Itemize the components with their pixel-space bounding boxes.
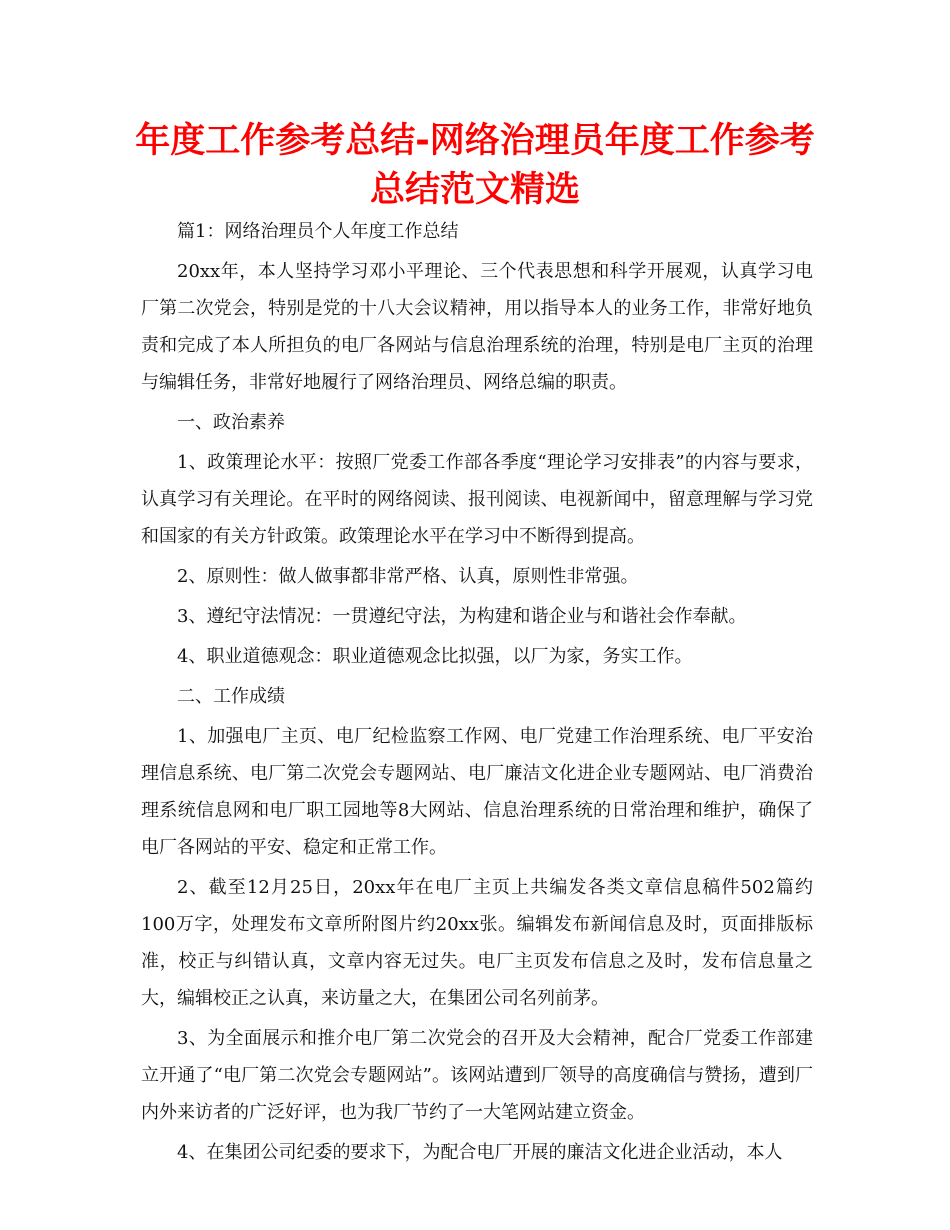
- paragraph-achievement-2: 2、截至12月25日，20xx年在电厂主页上共编发各类文章信息稿件502篇约100万字，处理发布文章所附图片约20xx张。编辑发布新闻信息及时，页面排版标准，校正与纠错认真，文章内容无过失。电厂主页发布信息之及时，发布信息量之大，编辑校正之认真，来访量之大，在集团公司名列前茅。: [141, 877, 813, 1009]
- paragraph-policy-theory: 1、政策理论水平：按照厂党委工作部各季度“理论学习安排表”的内容与要求，认真学习有关理论。在平时的网络阅读、报刊阅读、电视新闻中，留意理解与学习党和国家的有关方针政策。政策理论水平在学习中不断得到提高。: [141, 452, 813, 547]
- paragraph-achievement-4: 4、在集团公司纪委的要求下，为配合电厂开展的廉洁文化进企业活动，本人: [177, 1142, 783, 1163]
- paragraph-achievement-3: 3、为全面展示和推介电厂第二次党会的召开及大会精神，配合厂党委工作部建立开通了“电厂第二次党会专题网站”。该网站遭到厂领导的高度确信与赞扬，遭到厂内外来访者的广泛好评，也为我厂节约了一大笔网站建立资金。: [141, 1028, 813, 1123]
- paragraph-achievement-1: 1、加强电厂主页、电厂纪检监察工作网、电厂党建工作治理系统、电厂平安治理信息系统、电厂第二次党会专题网站、电厂廉洁文化进企业专题网站、电厂消费治理系统信息网和电厂职工园地等8大网站、信息治理系统的日常治理和维护，确保了电厂各网站的平安、稳定和正常工作。: [141, 726, 813, 858]
- document-body: [141, 213, 813, 1174]
- paragraph-law-abiding: 3、遵纪守法情况：一贯遵纪守法，为构建和谐企业与和谐社会作奉献。: [177, 606, 747, 627]
- section-heading-part1: 篇1：网络治理员个人年度工作总结: [177, 221, 459, 242]
- section-heading-political: 一、政治素养: [177, 412, 285, 433]
- intro-paragraph: 20xx年，本人坚持学习邓小平理论、三个代表思想和科学开展观，认真学习电厂第二次党会，特别是党的十八大会议精神，用以指导本人的业务工作，非常好地负责和完成了本人所担负的电厂各网站与信息治理系统的治理，特别是电厂主页的治理与编辑任务，非常好地履行了网络治理员、网络总编的职责。: [141, 261, 813, 393]
- section-heading-achievements: 二、工作成绩: [177, 686, 285, 707]
- document-title: 年度工作参考总结-网络治理员年度工作参考总结范文精选: [135, 121, 815, 210]
- paragraph-professional-ethics: 4、职业道德观念：职业道德观念比拟强，以厂为家，务实工作。: [177, 646, 693, 667]
- paragraph-principle: 2、原则性：做人做事都非常严格、认真，原则性非常强。: [177, 566, 639, 587]
